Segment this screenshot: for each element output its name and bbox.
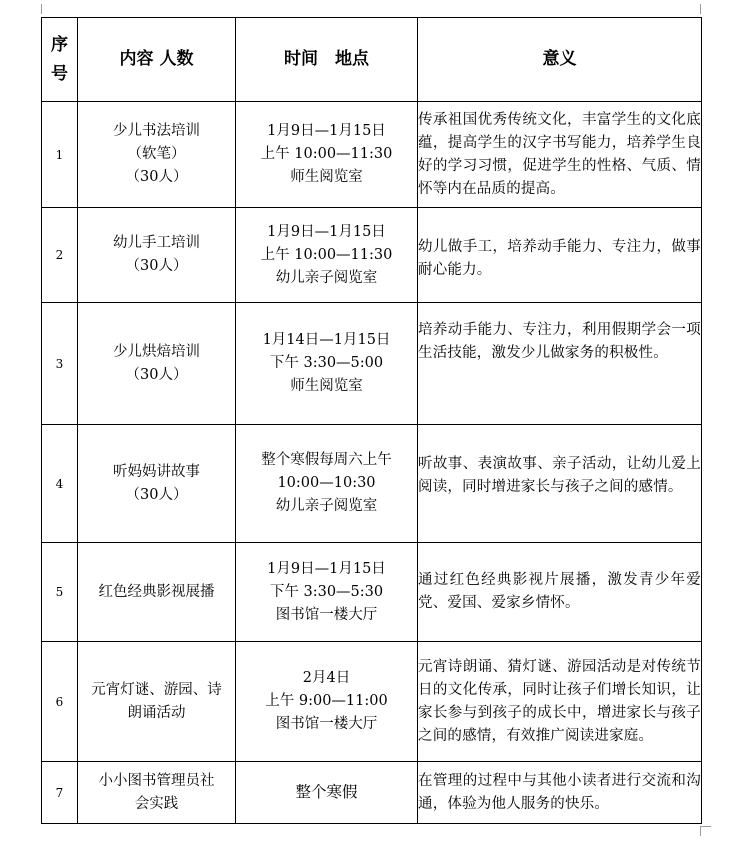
header-seq-line1: 序 [51, 35, 68, 56]
row-seq: 5 [42, 543, 78, 642]
page-corner-mark-bottom-right-h [701, 826, 711, 827]
row-time-place [236, 425, 418, 543]
content-line: 少儿烘焙培训 [113, 343, 200, 360]
row-content [78, 543, 236, 642]
content-line: （30人） [125, 366, 188, 383]
row-seq: 4 [42, 425, 78, 543]
place-line: 师生阅览室 [290, 378, 363, 394]
table-row [42, 208, 702, 303]
place-line: 图书馆一楼大厅 [275, 606, 378, 623]
row-time-place [236, 543, 418, 642]
row-meaning: 在管理的过程中与其他小读者进行交流和沟通，体验为他人服务的快乐。 [418, 762, 702, 824]
time-line: 上午 10:00—11:30 [260, 246, 393, 263]
row-meaning: 传承祖国优秀传统文化，丰富学生的文化底蕴，提高学生的汉字书写能力，培养学生良好的学习习惯，促进学生的性格、气质、情怀等内在品质的提高。 [418, 102, 702, 208]
time-line: 2月4日 [302, 670, 351, 686]
page-corner-mark-top-left [31, 4, 42, 14]
row-meaning: 幼儿做手工，培养动手能力、专注力，做事耐心能力。 [418, 208, 702, 303]
time-line: 上午 9:00—11:00 [265, 693, 388, 709]
time-line: 上午 10:00—11:30 [260, 146, 393, 162]
content-line: 幼儿手工培训 [113, 235, 200, 251]
row-content [78, 303, 236, 425]
table-row [42, 102, 702, 208]
time-line: 1月9日—1月15日 [267, 223, 386, 240]
table-row [42, 303, 702, 425]
row-time-place [236, 208, 418, 303]
content-line: （30人） [125, 486, 188, 503]
row-time-place [236, 102, 418, 208]
row-seq: 1 [42, 102, 78, 208]
row-time-place [236, 762, 418, 824]
row-seq: 6 [42, 642, 78, 762]
page-corner-mark-bottom-right [700, 826, 711, 836]
row-meaning: 通过红色经典影视片展播，激发青少年爱党、爱国、爱家乡情怀。 [418, 543, 702, 642]
row-content [78, 642, 236, 762]
activity-table [41, 17, 702, 824]
time-line: 1月14日—1月15日 [262, 332, 391, 348]
content-line: 元宵灯谜、游园、诗 [91, 681, 222, 698]
page-corner-mark-top-right [700, 4, 711, 14]
table-row [42, 762, 702, 824]
time-line: 整个寒假每周六上午 [261, 452, 392, 468]
header-seq-line2: 号 [51, 63, 68, 84]
header-seq [42, 18, 78, 102]
content-line: （30人） [125, 169, 188, 185]
content-line: （30人） [125, 258, 188, 274]
header-time-place: 时间 地点 [236, 18, 418, 102]
time-line: 下午 3:30—5:30 [269, 583, 384, 600]
row-seq: 7 [42, 762, 78, 824]
content-line: 小小图书管理员社 [98, 772, 215, 789]
time-line: 下午 3:30—5:00 [269, 355, 384, 371]
content-line: 少儿书法培训 [113, 123, 200, 139]
content-line: 听妈妈讲故事 [113, 463, 200, 480]
content-line: （软笔） [127, 146, 186, 162]
row-seq: 2 [42, 208, 78, 303]
content-line: 红色经典影视展播 [98, 583, 215, 600]
header-meaning: 意义 [418, 18, 702, 102]
place-line: 幼儿亲子阅览室 [275, 498, 378, 514]
table-header-row [42, 18, 702, 102]
row-content [78, 425, 236, 543]
time-line: 1月9日—1月15日 [267, 123, 386, 139]
table-row [42, 642, 702, 762]
time-line: 10:00—10:30 [277, 475, 376, 491]
header-content: 内容 人数 [78, 18, 236, 102]
row-meaning: 听故事、表演故事、亲子活动，让幼儿爱上阅读，同时增进家长与孩子之间的感情。 [418, 425, 702, 543]
table-row [42, 543, 702, 642]
row-time-place [236, 642, 418, 762]
row-content [78, 102, 236, 208]
row-meaning: 培养动手能力、专注力，利用假期学会一项生活技能，激发少儿做家务的积极性。 [418, 303, 702, 425]
row-content [78, 208, 236, 303]
row-meaning: 元宵诗朗诵、猜灯谜、游园活动是对传统节日的文化传承，同时让孩子们增长知识，让家长参与到孩子的成长中，增进家长与孩子之间的感情，有效推广阅读进家庭。 [418, 642, 702, 762]
row-seq: 3 [42, 303, 78, 425]
time-line: 1月9日—1月15日 [267, 560, 386, 577]
content-line: 会实践 [134, 795, 179, 812]
place-line: 幼儿亲子阅览室 [275, 269, 378, 286]
row-time-place [236, 303, 418, 425]
content-line: 朗诵活动 [127, 704, 186, 721]
time-line: 整个寒假 [295, 783, 358, 801]
row-content [78, 762, 236, 824]
table-row [42, 425, 702, 543]
place-line: 师生阅览室 [290, 169, 363, 185]
place-line: 图书馆一楼大厅 [275, 716, 378, 732]
